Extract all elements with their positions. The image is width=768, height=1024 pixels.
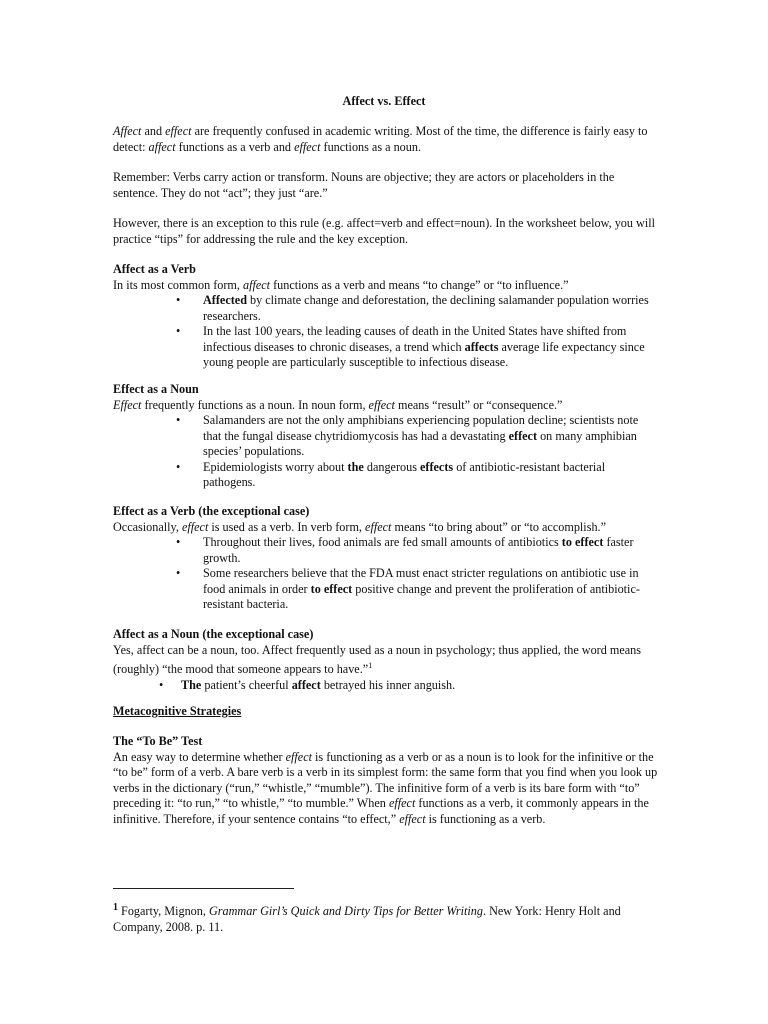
bullet-icon: •	[176, 535, 181, 549]
bullet-icon: •	[159, 677, 164, 692]
text: is functioning as a verb or as a noun is to look for the infinitive or the “to be” form of a verb. A bare verb is a verb in its simplest form: the same form that you find when you look up verbs in the dictionary (“run,” “whistle,” “mumble”). The infinitive form of a verb is its bare form with “to” preceding it: “to run,” “to whistle,” “to mumble.” When	[113, 749, 658, 810]
term: effect	[368, 397, 395, 412]
text: and	[141, 124, 166, 138]
highlight: Affected	[203, 293, 247, 307]
highlight: to effect	[310, 581, 353, 596]
term-effect: effect	[294, 139, 321, 154]
example-item	[113, 413, 658, 460]
text: Occasionally,	[113, 519, 182, 534]
bullet-icon: •	[176, 566, 181, 580]
text: of antibiotic-resistant bacterial pathogens.	[203, 459, 606, 489]
term-effect: effect	[165, 124, 192, 138]
term: effect	[399, 811, 426, 826]
text: Fogarty, Mignon,	[118, 904, 209, 919]
highlight: to effect	[561, 535, 604, 549]
text: . New York: Henry Holt and Company, 2008. p. 11.	[113, 904, 621, 935]
section-heading: Affect as a Noun (the exceptional case)	[113, 627, 314, 641]
example-item	[113, 460, 658, 491]
highlight: effect	[508, 428, 538, 443]
text: faster growth.	[203, 535, 634, 565]
highlight: affects	[464, 339, 499, 354]
text: positive change and prevent the proliferation of antibiotic-resistant bacteria.	[203, 581, 640, 611]
text: on many amphibian species’ populations.	[203, 428, 637, 458]
page-title: Affect vs. Effect	[342, 94, 426, 108]
text: dangerous	[363, 459, 420, 474]
intro-paragraph-2: Remember: Verbs carry action or transform. Nouns are objective; they are actors or placeholders in the sentence. They do not “act”; they just “are.”	[113, 170, 615, 200]
intro-paragraph-3: However, there is an exception to this rule (e.g. affect=verb and effect=noun). In the worksheet below, you will practice “tips” for addressing the rule and the key exception.	[113, 216, 655, 246]
highlight: effects	[419, 459, 454, 474]
highlight: The	[181, 677, 202, 692]
text: means “to bring about” or “to accomplish.”	[391, 519, 606, 534]
highlight: affect	[291, 677, 321, 692]
text: means “result” or “consequence.”	[394, 397, 563, 412]
section-description	[113, 278, 658, 294]
text: are frequently confused in academic writing. Most of the time, the difference is fairly easy to detect:	[113, 124, 648, 154]
bullet-icon: •	[176, 459, 181, 474]
section-affect-as-verb	[113, 262, 658, 371]
book-title: Grammar Girl’s Quick and Dirty Tips for Better Writing	[208, 904, 483, 919]
text: by climate change and deforestation, the declining salamander population worries researchers.	[203, 293, 649, 323]
section-heading: Affect as a Verb	[113, 262, 196, 276]
strategy-paragraph	[113, 750, 658, 828]
term: effect	[285, 749, 312, 764]
section-heading: Effect as a Noun	[113, 382, 199, 396]
highlight: the	[347, 459, 364, 474]
strategies-heading	[113, 704, 658, 720]
text: functions as a verb and means “to change” or “to influence.”	[270, 277, 569, 292]
text: functions as a verb and	[175, 139, 295, 154]
intro-paragraph-1	[113, 124, 658, 155]
term: Effect	[113, 397, 142, 412]
term: effect	[365, 519, 392, 534]
example-item	[113, 566, 658, 613]
text: In the last 100 years, the leading causes of death in the United States have shifted from infectious diseases to chronic diseases, a trend which	[203, 324, 627, 354]
footnote-ref: 1	[368, 661, 373, 670]
to-be-test-section	[113, 734, 658, 827]
text: Throughout their lives, food animals are fed small amounts of antibiotics	[203, 535, 562, 549]
text: An easy way to determine whether	[113, 749, 286, 764]
term: effect	[181, 519, 209, 534]
section-effect-as-verb	[113, 504, 658, 613]
section-affect-as-noun	[113, 627, 658, 693]
text: is functioning as a verb.	[425, 811, 546, 826]
term: effect	[388, 796, 416, 810]
section-effect-as-noun	[113, 382, 658, 491]
example-item	[113, 678, 658, 694]
text: functions as a verb, it commonly appears in the infinitive. Therefore, if your sentence contains “to effect,”	[113, 796, 649, 826]
bullet-icon: •	[176, 324, 181, 338]
text: frequently functions as a noun. In noun form,	[141, 397, 369, 412]
section-heading: Effect as a Verb (the exceptional case)	[113, 504, 310, 518]
example-item	[113, 535, 658, 566]
section-description	[113, 520, 658, 536]
text: average life expectancy since young people are particularly susceptible to infectious disease.	[203, 339, 645, 369]
footnote-divider	[113, 888, 294, 889]
example-item	[113, 324, 658, 371]
text: Epidemiologists worry about	[203, 459, 348, 474]
heading-text: Metacognitive Strategies	[113, 704, 242, 718]
text: In its most common form,	[113, 277, 243, 292]
bullet-icon: •	[176, 293, 181, 307]
term: affect	[243, 277, 271, 292]
section-description	[113, 398, 658, 414]
footnote-number: 1	[113, 902, 118, 913]
text: Salamanders are not the only amphibians experiencing population decline; scientists note that the fungal disease chytridiomycosis has had a devastating	[203, 413, 639, 443]
section-description	[113, 643, 658, 678]
footnote	[113, 900, 658, 935]
subheading: The “To Be” Test	[113, 734, 203, 748]
text: betrayed his inner anguish.	[320, 677, 456, 692]
text: patient’s cheerful	[201, 677, 292, 692]
text: is used as a verb. In verb form,	[208, 519, 366, 534]
text: functions as a noun.	[320, 139, 421, 154]
bullet-icon: •	[176, 413, 181, 427]
text: Some researchers believe that the FDA must enact stricter regulations on antibiotic use in food animals in order	[203, 566, 639, 596]
example-item	[113, 293, 658, 324]
term-affect: affect	[148, 139, 176, 154]
text: Yes, affect can be a noun, too. Affect frequently used as a noun in psychology; thus applied, the word means (roughly) “the mood that someone appears to have.”	[113, 642, 642, 677]
term-affect: Affect	[113, 124, 142, 138]
